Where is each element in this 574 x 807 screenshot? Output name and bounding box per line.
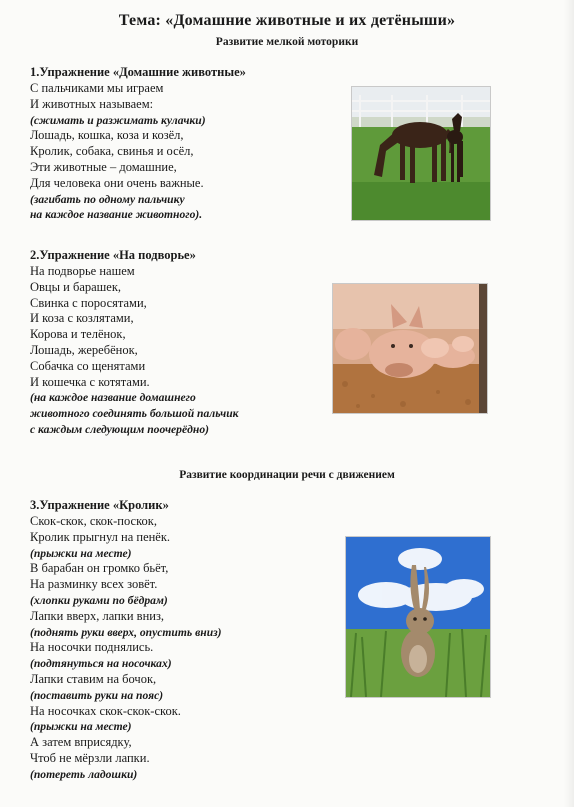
- exercise-1-title: 1.Упражнение «Домашние животные»: [30, 65, 246, 79]
- poem-line: Лапки ставим на бочок,: [30, 671, 157, 686]
- poem-line: На носочки поднялись.: [30, 640, 154, 655]
- instruction-note: с каждым следующим поочерёдно): [30, 422, 209, 436]
- poem-line: На разминку всех зовёт.: [30, 577, 158, 592]
- instruction-note: животного соединять большой пальчик: [30, 407, 239, 421]
- exercise-1-lines: [30, 81, 330, 223]
- poem-line: Скок-скок, скок-поскок,: [30, 514, 157, 528]
- poem-line: Овцы и барашек,: [30, 279, 122, 294]
- poem-line: Лапки вверх, лапки вниз,: [30, 608, 165, 623]
- poem-line: На подворье нашем: [30, 264, 135, 278]
- poem-line: А затем вприсядку,: [30, 735, 132, 750]
- instruction-note: (подтянуться на носочках): [30, 657, 172, 671]
- instruction-note: (загибать по одному пальчику: [30, 192, 185, 206]
- exercise-3: [30, 497, 330, 783]
- instruction-note: (потереть ладошки): [30, 767, 138, 781]
- instruction-note: (прыжки на месте): [30, 546, 132, 560]
- instruction-note: (прыжки на месте): [30, 720, 132, 734]
- rabbit-photo: [345, 536, 491, 698]
- instruction-note: (сжимать и разжимать кулачки): [30, 113, 206, 127]
- page-title: Тема: «Домашние животные и их детёныши»: [118, 12, 456, 29]
- exercise-2: [30, 247, 330, 438]
- pig-photo: [332, 283, 488, 414]
- poem-line: Чтоб не мёрзли лапки.: [30, 750, 150, 765]
- exercise-2-lines: [30, 264, 330, 438]
- instruction-note: (хлопки руками по бёдрам): [30, 593, 168, 607]
- poem-line: На носочках скок-скок-скок.: [30, 703, 181, 718]
- poem-line: Эти животные – домашние,: [30, 159, 177, 174]
- poem-line: И кошечка с котятами.: [30, 374, 150, 389]
- exercise-3-lines: [30, 514, 330, 783]
- instruction-note: (поставить руки на пояс): [30, 688, 164, 702]
- poem-line: Кролик прыгнул на пенёк.: [30, 529, 171, 544]
- exercise-2-title: 2.Упражнение «На подворье»: [30, 248, 196, 262]
- poem-line: В барабан он громко бьёт,: [30, 561, 169, 576]
- poem-line: Лошадь, жеребёнок,: [30, 342, 138, 357]
- instruction-note: на каждое название животного).: [30, 208, 203, 222]
- poem-line: Свинка с поросятами,: [30, 295, 147, 310]
- section-heading-speech-coordination: Развитие координации речи с движением: [179, 469, 395, 481]
- page-subtitle: Развитие мелкой моторики: [215, 36, 359, 48]
- poem-line: Корова и телёнок,: [30, 327, 126, 342]
- poem-line: И коза с козлятами,: [30, 311, 134, 326]
- exercise-3-title: 3.Упражнение «Кролик»: [30, 498, 169, 512]
- instruction-note: (поднять руки вверх, опустить вниз): [30, 625, 222, 639]
- poem-line: Для человека они очень важные.: [30, 175, 204, 190]
- exercise-1: [30, 64, 330, 223]
- instruction-note: (на каждое название домашнего: [30, 391, 196, 405]
- horse-photo: [351, 86, 491, 221]
- poem-line: Лошадь, кошка, коза и козёл,: [30, 128, 184, 143]
- poem-line: С пальчиками мы играем: [30, 81, 164, 95]
- poem-line: Собачка со щенятами: [30, 358, 146, 373]
- poem-line: Кролик, собака, свинья и осёл,: [30, 144, 194, 159]
- poem-line: И животных называем:: [30, 96, 154, 111]
- scan-shadow-edge: [564, 0, 574, 807]
